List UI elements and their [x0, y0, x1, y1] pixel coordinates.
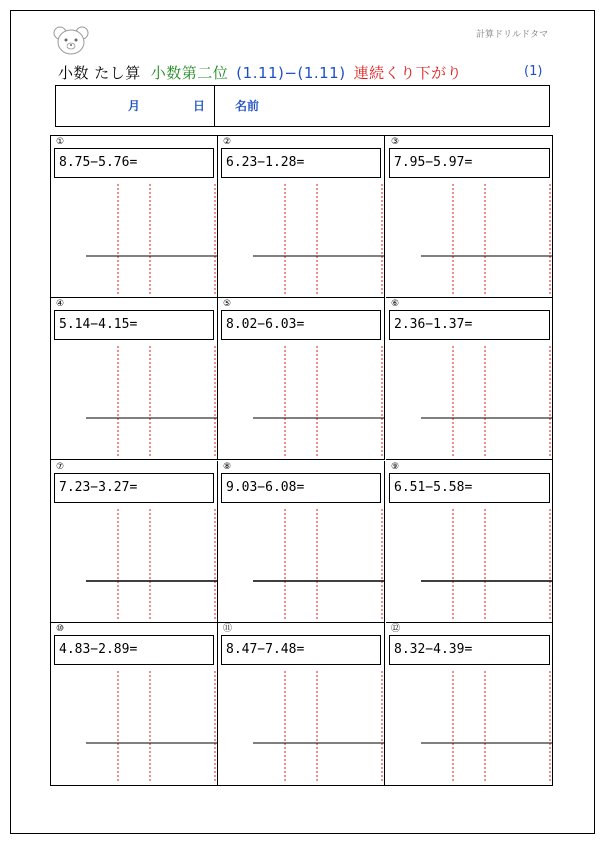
answer-work-area[interactable]: [386, 623, 553, 785]
answer-work-area[interactable]: [218, 461, 385, 623]
title-pattern: (1.11)−(1.11): [236, 64, 346, 82]
problem-expression: 5.14−4.15=: [54, 310, 214, 340]
problem-cell: [386, 623, 553, 785]
problem-number: ⑦: [56, 462, 65, 472]
problem-cell: [386, 298, 553, 460]
answer-work-area[interactable]: [386, 136, 553, 298]
problem-expression: 8.02−6.03=: [221, 310, 381, 340]
name-input-area[interactable]: [276, 90, 543, 122]
problem-number: ①: [56, 137, 65, 147]
brand-label: 計算ドリルドタマ: [475, 30, 548, 40]
problem-number: ⑧: [223, 462, 232, 472]
problem-number: ⑨: [391, 462, 400, 472]
problem-expression: 8.47−7.48=: [221, 635, 381, 665]
problem-number: ④: [56, 299, 65, 309]
problem-cell: [218, 623, 385, 785]
problem-cell: [218, 298, 385, 460]
answer-work-area[interactable]: [51, 461, 218, 623]
problem-expression: 2.36−1.37=: [389, 310, 550, 340]
answer-work-area[interactable]: [51, 298, 218, 460]
problem-cell: [51, 298, 218, 460]
problem-number: ③: [391, 137, 400, 147]
answer-work-area[interactable]: [51, 136, 218, 298]
answer-work-area[interactable]: [386, 298, 553, 460]
problem-cell: [51, 623, 218, 785]
problem-number: ⑪: [223, 624, 233, 634]
answer-work-area[interactable]: [218, 298, 385, 460]
problem-expression: 7.95−5.97=: [389, 148, 550, 178]
bear-logo-icon: [52, 24, 90, 56]
problem-number: ⑤: [223, 299, 232, 309]
problem-cell: [386, 461, 553, 623]
problem-grid: [50, 135, 553, 786]
title-topic: 小数 たし算: [58, 64, 141, 82]
problem-number: ⑫: [391, 624, 401, 634]
title-type: 連続くり下がり: [353, 64, 463, 82]
problem-cell: [386, 136, 553, 298]
problem-expression: 8.75−5.76=: [54, 148, 214, 178]
worksheet-title: [58, 62, 462, 83]
answer-work-area[interactable]: [386, 461, 553, 623]
problem-expression: 7.23−3.27=: [54, 473, 214, 503]
name-box-divider: [214, 86, 215, 126]
problem-cell: [218, 136, 385, 298]
name-box: [55, 85, 550, 127]
answer-work-area[interactable]: [218, 136, 385, 298]
name-label: 名前: [235, 99, 260, 113]
problem-cell: [51, 136, 218, 298]
title-level: 小数第二位: [150, 64, 229, 82]
day-label: 日: [193, 99, 206, 113]
problem-expression: 8.32−4.39=: [389, 635, 550, 665]
answer-work-area[interactable]: [51, 623, 218, 785]
answer-work-area[interactable]: [218, 623, 385, 785]
problem-cell: [218, 461, 385, 623]
problem-number: ⑩: [56, 624, 65, 634]
problem-number: ②: [223, 137, 232, 147]
problem-cell: [51, 461, 218, 623]
problem-expression: 6.23−1.28=: [221, 148, 381, 178]
problem-expression: 4.83−2.89=: [54, 635, 214, 665]
problem-expression: 6.51−5.58=: [389, 473, 550, 503]
problem-expression: 9.03−6.08=: [221, 473, 381, 503]
month-label: 月: [128, 99, 141, 113]
sheet-number: (1): [524, 64, 543, 79]
problem-number: ⑥: [391, 299, 400, 309]
